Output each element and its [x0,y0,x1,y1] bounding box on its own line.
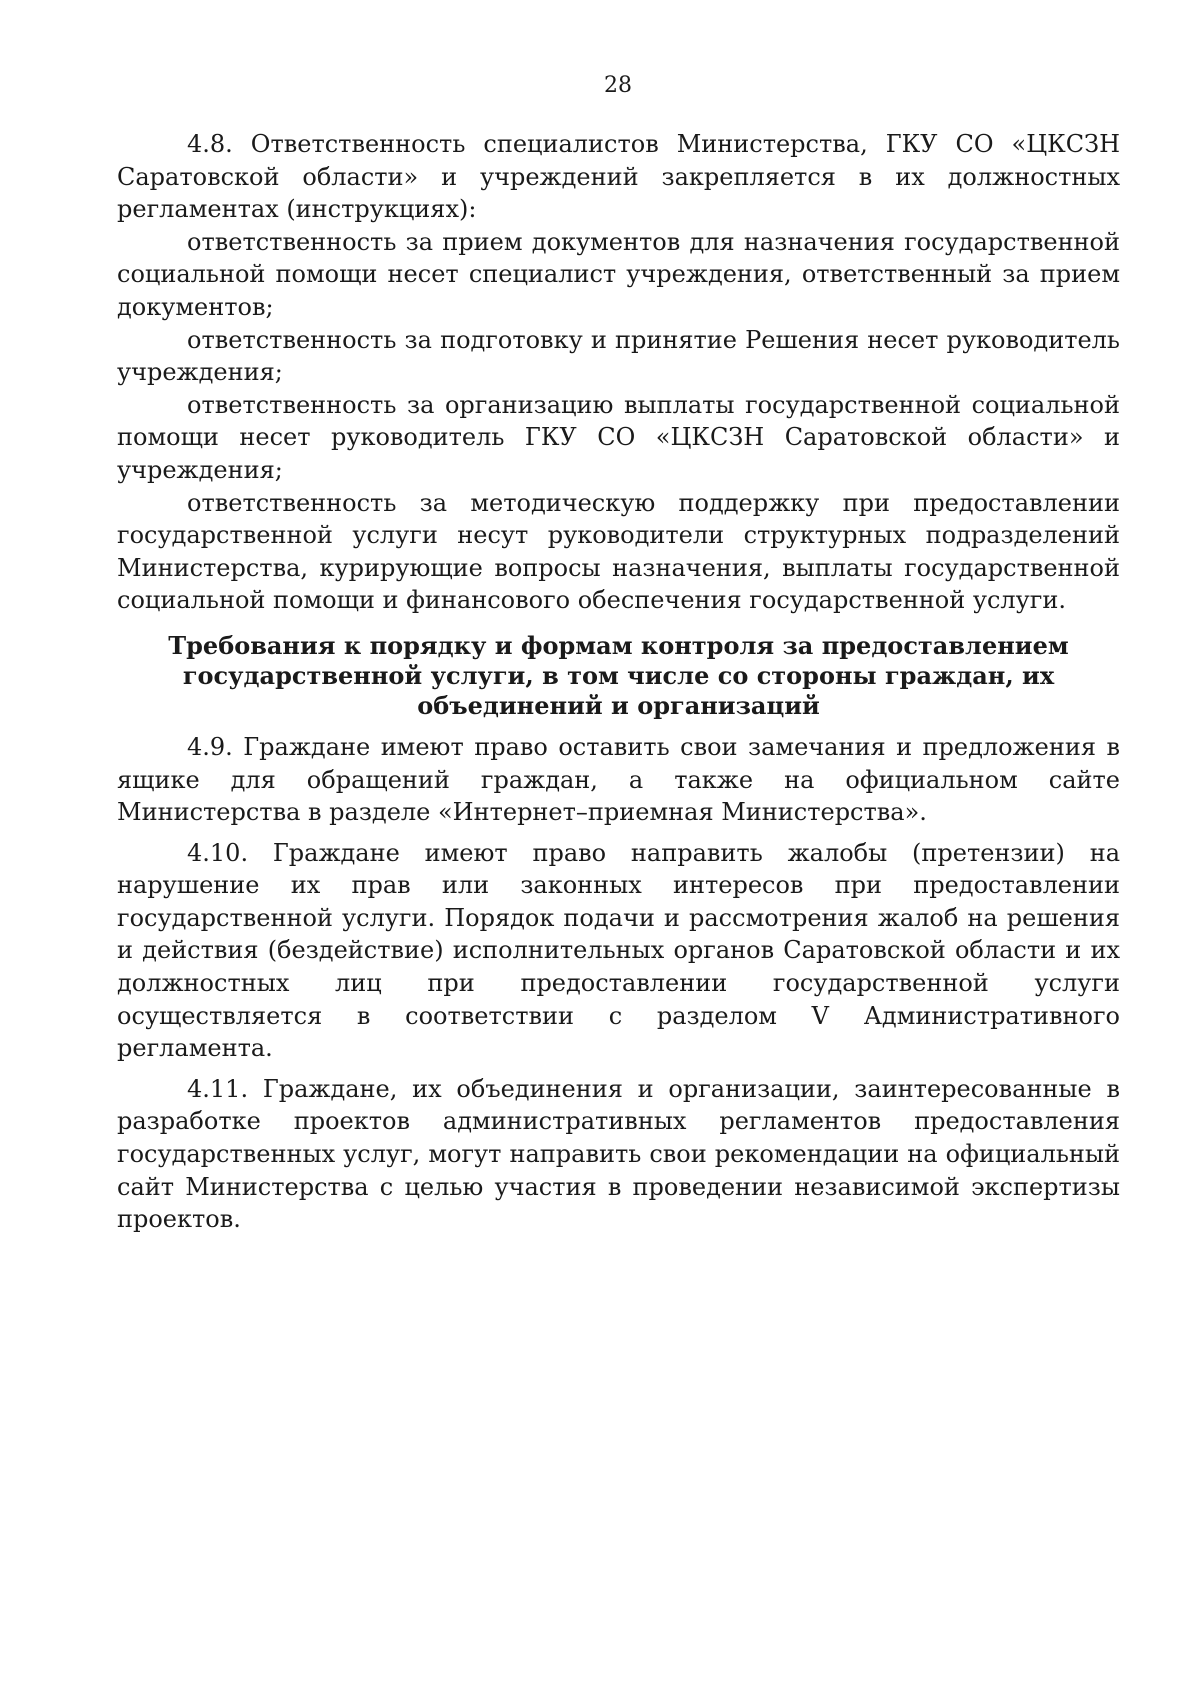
paragraph-4-11: 4.11. Граждане, их объединения и организации, заинтересованные в разработке проектов административных регламентов предоставления государственных услуг, могут направить свои рекомендации на официальный сайт Министерства с целью участия в проведении независимой экспертизы проектов. [117,1074,1120,1234]
paragraph-responsibility-documents: ответственность за прием документов для назначения государственной социальной помощи несет специалист учреждения, ответственный за прием документов; [117,227,1120,321]
document-body [117,128,1120,1236]
page-number: 28 [604,73,632,98]
paragraph-4-8: 4.8. Ответственность специалистов Министерства, ГКУ СО «ЦКСЗН Саратовской области» и учреждений закрепляется в их должностных регламентах (инструкциях): [117,130,1120,224]
paragraph-responsibility-decision: ответственность за подготовку и принятие Решения несет руководитель учреждения; [117,325,1120,387]
paragraph-4-9: 4.9. Граждане имеют право оставить свои замечания и предложения в ящике для обращений граждан, а также на официальном сайте Министерства в разделе «Интернет–приемная Министерства». [117,732,1120,827]
paragraph-4-10: 4.10. Граждане имеют право направить жалобы (претензии) на нарушение их прав или законных интересов при предоставлении государственной услуги. Порядок подачи и рассмотрения жалоб на решения и действия (бездействие) исполнительных органов Саратовской области и их должностных лиц при предоставлении государственной услуги осуществляется в соответствии с разделом V Административного регламента. [117,838,1120,1063]
section-heading: Требования к порядку и формам контроля за предоставлением государственной услуги, в том числе со стороны граждан, их объединений и организаций [168,630,1069,720]
paragraph-responsibility-methodical: ответственность за методическую поддержку при предоставлении государственной услуги несут руководители структурных подразделений Министерства, курирующие вопросы назначения, выплаты государственной социальной помощи и финансового обеспечения государственной услуги. [117,488,1120,615]
paragraph-responsibility-payment: ответственность за организацию выплаты государственной социальной помощи несет руководитель ГКУ СО «ЦКСЗН Саратовской области» и учреждения; [117,390,1120,484]
